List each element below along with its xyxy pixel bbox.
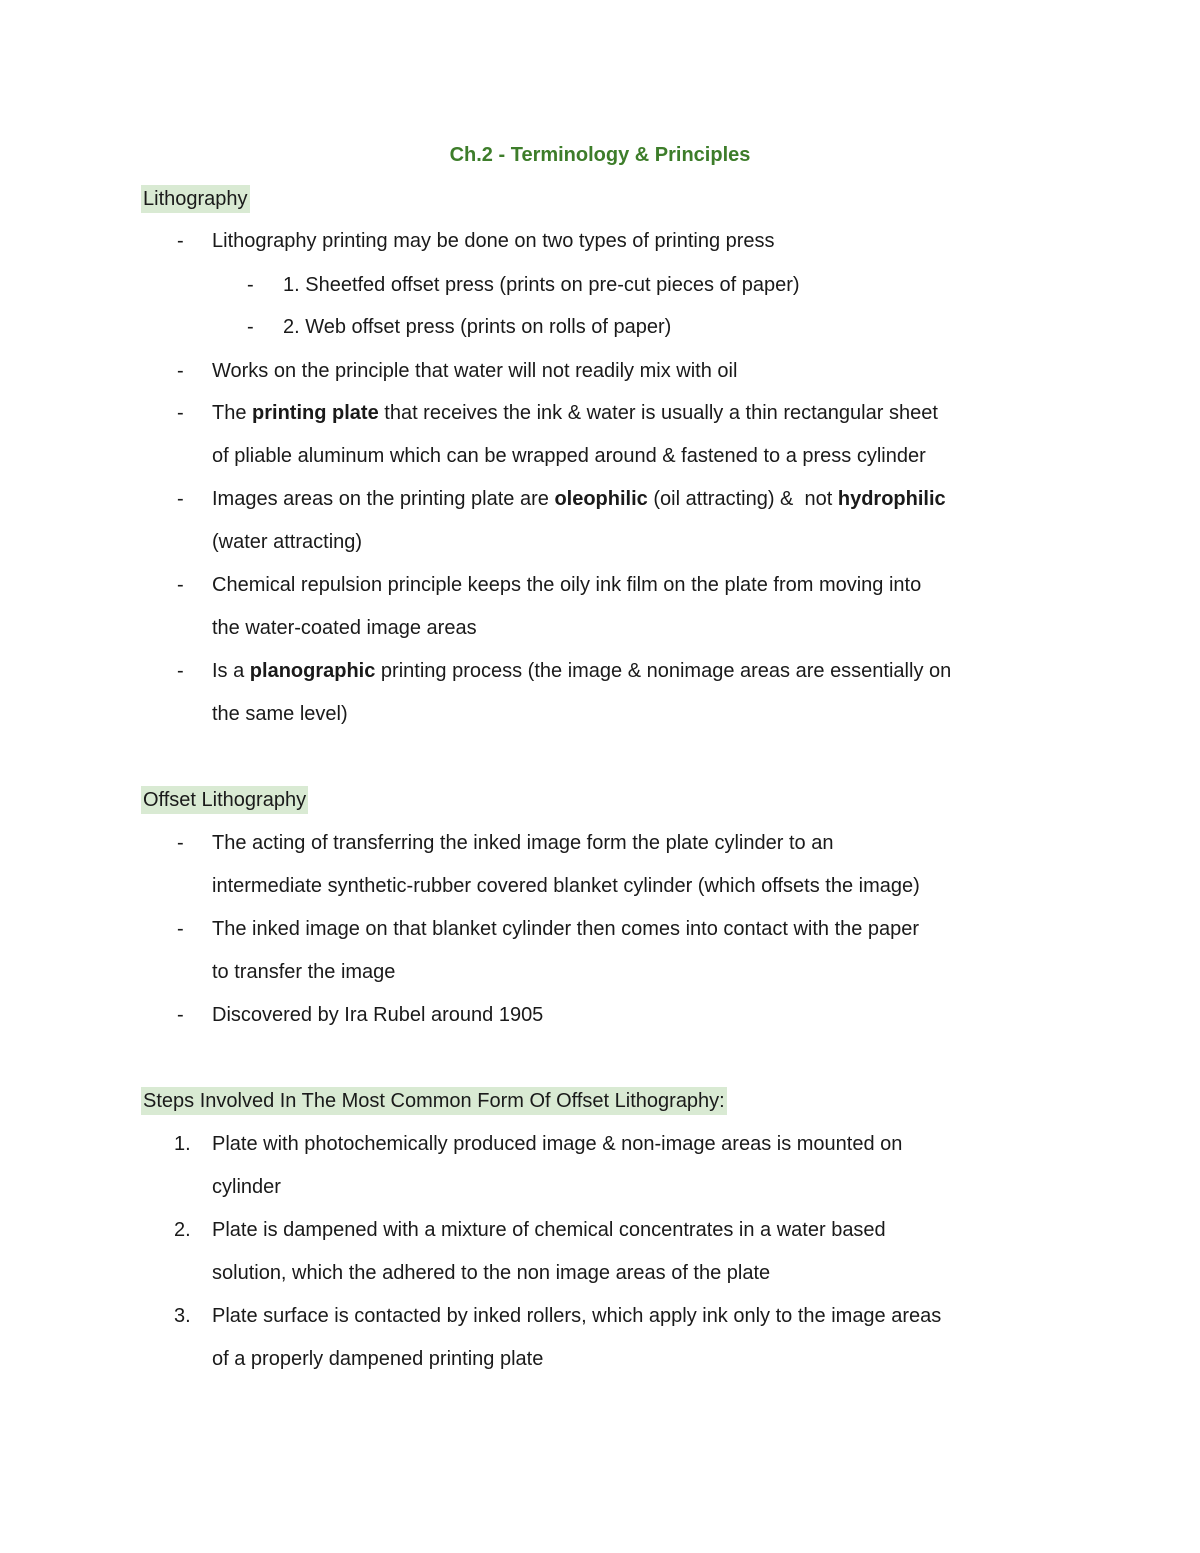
bullet-text: The inked image on that blanket cylinder then comes into contact with the paper [212, 918, 920, 940]
text-run: Is a [212, 660, 250, 682]
sub-bullet-dash: - [247, 274, 254, 296]
step-text: Plate surface is contacted by inked rollers, which apply ink only to the image areas [212, 1305, 942, 1327]
bullet-text: Lithography printing may be done on two types of printing press [212, 230, 775, 252]
bullet-continuation: of pliable aluminum which can be wrapped around & fastened to a press cylinder [212, 445, 926, 467]
bullet-dash: - [177, 660, 184, 682]
bullet-text: The acting of transferring the inked image form the plate cylinder to an [212, 832, 834, 854]
bullet-text [212, 401, 938, 425]
section-heading-steps: Steps Involved In The Most Common Form Of Offset Lithography: [141, 1087, 727, 1115]
bullet-dash: - [177, 1004, 184, 1026]
bullet-continuation: intermediate synthetic-rubber covered blanket cylinder (which offsets the image) [212, 875, 920, 897]
bullet-dash: - [177, 832, 184, 854]
text-run: that receives the ink & water is usually a thin rectangular sheet [378, 402, 938, 424]
bullet-text [212, 487, 946, 511]
sub-bullet-text: 1. Sheetfed offset press (prints on pre-cut pieces of paper) [283, 274, 800, 296]
bullet-dash: - [177, 402, 184, 424]
sub-bullet-text: 2. Web offset press (prints on rolls of paper) [283, 316, 672, 338]
step-text: Plate is dampened with a mixture of chemical concentrates in a water based [212, 1219, 886, 1241]
bullet-text: Discovered by Ira Rubel around 1905 [212, 1004, 544, 1026]
sub-bullet-dash: - [247, 316, 254, 338]
section-heading-lithography: Lithography [141, 185, 250, 213]
bullet-text: Chemical repulsion principle keeps the oily ink film on the plate from moving into [212, 574, 922, 596]
bold-term: oleophilic [554, 488, 648, 510]
step-continuation: solution, which the adhered to the non image areas of the plate [212, 1262, 771, 1284]
section-heading-offset-lithography: Offset Lithography [141, 786, 308, 814]
bullet-dash: - [177, 230, 184, 252]
bullet-text: Works on the principle that water will not readily mix with oil [212, 360, 738, 382]
bullet-text [212, 659, 951, 683]
bullet-dash: - [177, 488, 184, 510]
bold-term: hydrophilic [837, 488, 946, 510]
text-run: Images areas on the printing plate are [212, 488, 555, 510]
text-run: (oil attracting) & not [647, 488, 838, 510]
bullet-continuation: (water attracting) [212, 531, 363, 553]
text-run: printing process (the image & nonimage areas are essentially on [375, 660, 952, 682]
bold-term: planographic [249, 660, 376, 682]
step-number: 2. [174, 1219, 191, 1241]
bullet-continuation: the same level) [212, 703, 348, 725]
bullet-continuation: the water-coated image areas [212, 617, 477, 639]
step-number: 1. [174, 1133, 191, 1155]
step-continuation: of a properly dampened printing plate [212, 1348, 544, 1370]
step-text: Plate with photochemically produced image & non-image areas is mounted on [212, 1133, 903, 1155]
bullet-continuation: to transfer the image [212, 961, 396, 983]
page-title: Ch.2 - Terminology & Principles [449, 144, 751, 166]
step-continuation: cylinder [212, 1176, 281, 1198]
text-run: The [212, 402, 253, 424]
step-number: 3. [174, 1305, 191, 1327]
bullet-dash: - [177, 918, 184, 940]
bullet-dash: - [177, 574, 184, 596]
bold-term: printing plate [252, 402, 379, 424]
bullet-dash: - [177, 360, 184, 382]
